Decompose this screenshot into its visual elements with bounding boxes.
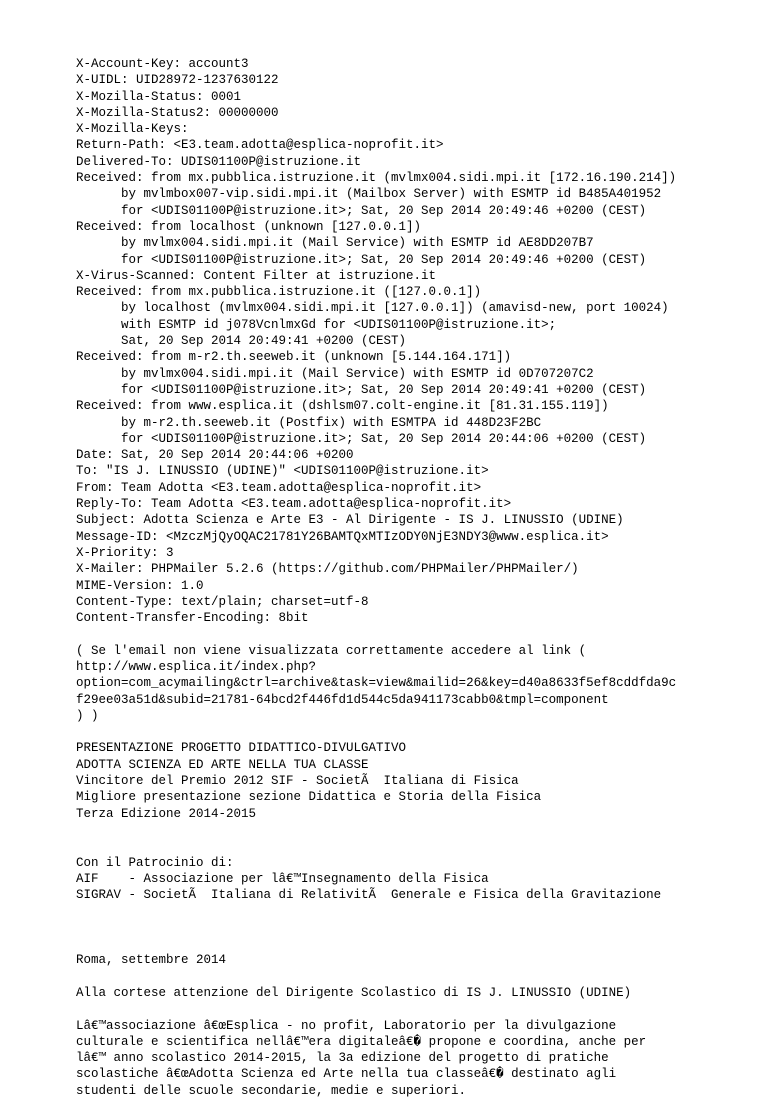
header-line: by m-r2.th.seeweb.it (Postfix) with ESMTPA id 448D23F2BC bbox=[76, 415, 542, 430]
attention-line: Alla cortese attenzione del Dirigente Scolastico di IS J. LINUSSIO (UDINE) bbox=[76, 985, 632, 1000]
presentation-line: Migliore presentazione sezione Didattica e Storia della Fisica bbox=[76, 790, 542, 805]
header-line: Received: from localhost (unknown [127.0.0.1]) bbox=[76, 219, 422, 234]
header-line: Received: from mx.pubblica.istruzione.it ([127.0.0.1]) bbox=[76, 285, 482, 300]
header-line: Sat, 20 Sep 2014 20:49:41 +0200 (CEST) bbox=[76, 334, 407, 349]
presentation-line: Vincitore del Premio 2012 SIF - SocietÃ Italiana di Fisica bbox=[76, 774, 519, 789]
presentation-block bbox=[76, 740, 748, 821]
email-headers bbox=[76, 56, 748, 626]
header-line: for <UDIS01100P@istruzione.it>; Sat, 20 Sep 2014 20:49:41 +0200 (CEST) bbox=[76, 382, 647, 397]
presentation-line: PRESENTAZIONE PROGETTO DIDATTICO-DIVULGATIVO bbox=[76, 741, 407, 756]
body-line: studenti delle scuole secondarie, medie e superiori. bbox=[76, 1083, 467, 1098]
header-line: To: "IS J. LINUSSIO (UDINE)" <UDIS01100P@istruzione.it> bbox=[76, 464, 489, 479]
link-notice-line: ) ) bbox=[76, 708, 99, 723]
header-line: Message-ID: <MzczMjQyOQAC21781Y26BAMTQxMTIzODY0NjE3NDY3@www.esplica.it> bbox=[76, 529, 609, 544]
header-line: X-Account-Key: account3 bbox=[76, 57, 249, 71]
link-notice-line: ( Se l'email non viene visualizzata correttamente accedere al link ( bbox=[76, 643, 587, 658]
header-line: X-Mozilla-Status2: 00000000 bbox=[76, 105, 279, 120]
blank-line bbox=[76, 969, 748, 985]
header-line: MIME-Version: 1.0 bbox=[76, 578, 204, 593]
link-notice-url: f29ee03a51d&subid=21781-64bcd2f446fd1d544c5da941173cabb0&tmpl=component bbox=[76, 692, 609, 707]
header-line: for <UDIS01100P@istruzione.it>; Sat, 20 Sep 2014 20:49:46 +0200 (CEST) bbox=[76, 203, 647, 218]
header-line: From: Team Adotta <E3.team.adotta@esplica-noprofit.it> bbox=[76, 480, 482, 495]
header-line: Return-Path: <E3.team.adotta@esplica-noprofit.it> bbox=[76, 138, 444, 153]
blank-line bbox=[76, 626, 748, 642]
header-line: Subject: Adotta Scienza e Arte E3 - Al Dirigente - IS J. LINUSSIO (UDINE) bbox=[76, 513, 624, 528]
header-line: for <UDIS01100P@istruzione.it>; Sat, 20 Sep 2014 20:44:06 +0200 (CEST) bbox=[76, 431, 647, 446]
header-line: with ESMTP id j078VcnlmxGd for <UDIS01100P@istruzione.it>; bbox=[76, 317, 557, 332]
header-line: X-Mozilla-Keys: bbox=[76, 122, 189, 137]
header-line: X-Mozilla-Status: 0001 bbox=[76, 89, 242, 104]
body-line: Lâ€™associazione â€œEsplica - no profit, Laboratorio per la divulgazione bbox=[76, 1018, 617, 1033]
link-notice-url: http://www.esplica.it/index.php? bbox=[76, 659, 317, 674]
header-line: X-UIDL: UID28972-1237630122 bbox=[76, 73, 279, 88]
header-line: Delivered-To: UDIS01100P@istruzione.it bbox=[76, 154, 362, 169]
blank-line bbox=[76, 903, 748, 952]
header-line: by mvlmx004.sidi.mpi.it (Mail Service) with ESMTP id AE8DD207B7 bbox=[76, 236, 594, 251]
header-line: Date: Sat, 20 Sep 2014 20:44:06 +0200 bbox=[76, 448, 354, 463]
header-line: by mvlmx004.sidi.mpi.it (Mail Service) with ESMTP id 0D707207C2 bbox=[76, 366, 594, 381]
patronage-block bbox=[76, 855, 748, 904]
date-line: Roma, settembre 2014 bbox=[76, 953, 227, 968]
patronage-line: SIGRAV - SocietÃ Italiana di RelativitÃ Generale e Fisica della Gravitazione bbox=[76, 888, 662, 903]
patronage-line: Con il Patrocinio di: bbox=[76, 855, 234, 870]
header-line: X-Priority: 3 bbox=[76, 545, 174, 560]
body-line: scolastiche â€œAdotta Scienza ed Arte nella tua classeâ€� destinato agli bbox=[76, 1067, 617, 1082]
body-line: lâ€™ anno scolastico 2014-2015, la 3a edizione del progetto di pratiche bbox=[76, 1051, 609, 1066]
header-line: for <UDIS01100P@istruzione.it>; Sat, 20 Sep 2014 20:49:46 +0200 (CEST) bbox=[76, 252, 647, 267]
link-notice-url: option=com_acymailing&ctrl=archive&task=view&mailid=26&key=d40a8633f5ef8cddfda9c bbox=[76, 676, 677, 691]
link-notice bbox=[76, 643, 748, 724]
header-line: Received: from m-r2.th.seeweb.it (unknown [5.144.164.171]) bbox=[76, 350, 512, 365]
header-line: X-Mailer: PHPMailer 5.2.6 (https://github.com/PHPMailer/PHPMailer/) bbox=[76, 562, 579, 577]
header-line: Reply-To: Team Adotta <E3.team.adotta@esplica-noprofit.it> bbox=[76, 497, 512, 512]
body-paragraph bbox=[76, 1018, 748, 1099]
header-line: Received: from www.esplica.it (dshlsm07.colt-engine.it [81.31.155.119]) bbox=[76, 399, 609, 414]
patronage-line: AIF - Associazione per lâ€™Insegnamento della Fisica bbox=[76, 871, 489, 886]
header-line: by localhost (mvlmx004.sidi.mpi.it [127.0.0.1]) (amavisd-new, port 10024) bbox=[76, 301, 669, 316]
header-line: Content-Transfer-Encoding: 8bit bbox=[76, 611, 309, 626]
body-line: culturale e scientifica nellâ€™era digitaleâ€� propone e coordina, anche per bbox=[76, 1034, 647, 1049]
header-line: X-Virus-Scanned: Content Filter at istruzione.it bbox=[76, 268, 437, 283]
presentation-line: ADOTTA SCIENZA ED ARTE NELLA TUA CLASSE bbox=[76, 757, 369, 772]
blank-line bbox=[76, 724, 748, 740]
blank-line bbox=[76, 1001, 748, 1017]
presentation-line: Terza Edizione 2014-2015 bbox=[76, 806, 257, 821]
blank-line bbox=[76, 822, 748, 855]
header-line: Content-Type: text/plain; charset=utf-8 bbox=[76, 594, 369, 609]
header-line: by mvlmbox007-vip.sidi.mpi.it (Mailbox Server) with ESMTP id B485A401952 bbox=[76, 187, 662, 202]
header-line: Received: from mx.pubblica.istruzione.it (mvlmx004.sidi.mpi.it [172.16.190.214]) bbox=[76, 171, 677, 186]
